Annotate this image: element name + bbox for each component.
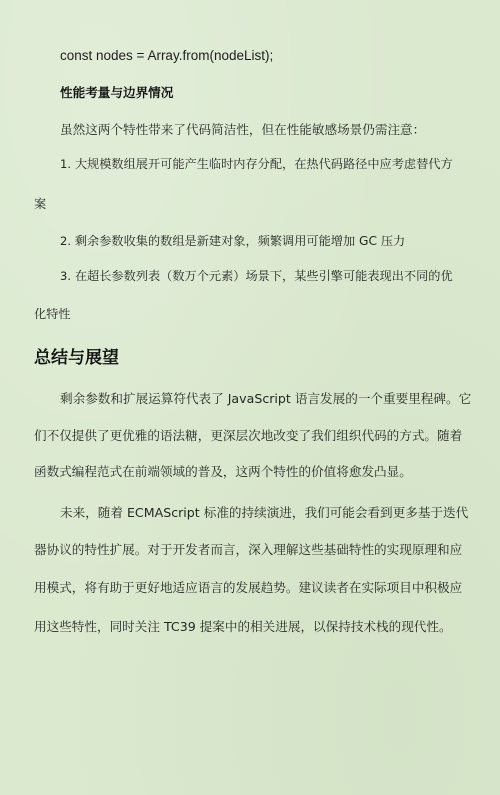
summary-p1-line-2: 们不仅提供了更优雅的语法糖，更深层次地改变了我们组织代码的方式。随着 (34, 428, 463, 443)
list-text: 大规模数组展开可能产生临时内存分配，在热代码路径中应考虑替代方 (74, 157, 453, 171)
summary-p1-line-3: 函数式编程范式在前端领域的普及，这两个特性的价值将愈发凸显。 (34, 464, 412, 479)
section-heading-summary: 总结与展望 (34, 348, 119, 368)
section-subheading-performance: 性能考量与边界情况 (60, 85, 174, 100)
list-item-3 (60, 268, 453, 284)
list-text: 在超长参数列表（数万个元素）场景下，某些引擎可能表现出不同的优 (74, 269, 453, 283)
summary-p2-line-4: 用这些特性，同时关注 TC39 提案中的相关进展，以保持技术栈的现代性。 (34, 619, 452, 634)
list-item-2 (60, 233, 405, 249)
list-text: 剩余参数收集的数组是新建对象，频繁调用可能增加 GC 压力 (74, 234, 406, 248)
paragraph-performance-intro: 虽然这两个特性带来了代码简洁性，但在性能敏感场景仍需注意： (60, 122, 426, 137)
list-item-1 (60, 156, 453, 172)
summary-p2-line-1: 未来，随着 ECMAScript 标准的持续演进，我们可能会看到更多基于迭代 (60, 505, 469, 520)
summary-p1-line-1: 剩余参数和扩展运算符代表了 JavaScript 语言发展的一个重要里程碑。它 (60, 391, 472, 406)
code-line: const nodes = Array.from(nodeList); (60, 48, 274, 63)
summary-p2-line-2: 器协议的特性扩展。对于开发者而言，深入理解这些基础特性的实现原理和应 (34, 542, 463, 557)
list-number: 1. (60, 157, 71, 171)
list-item-1-continuation: 案 (34, 197, 47, 211)
list-number: 3. (60, 269, 71, 283)
summary-p2-line-3: 用模式，将有助于更好地适应语言的发展趋势。建议读者在实际项目中积极应 (34, 580, 463, 595)
list-item-3-continuation: 化特性 (34, 307, 71, 321)
list-number: 2. (60, 234, 71, 248)
